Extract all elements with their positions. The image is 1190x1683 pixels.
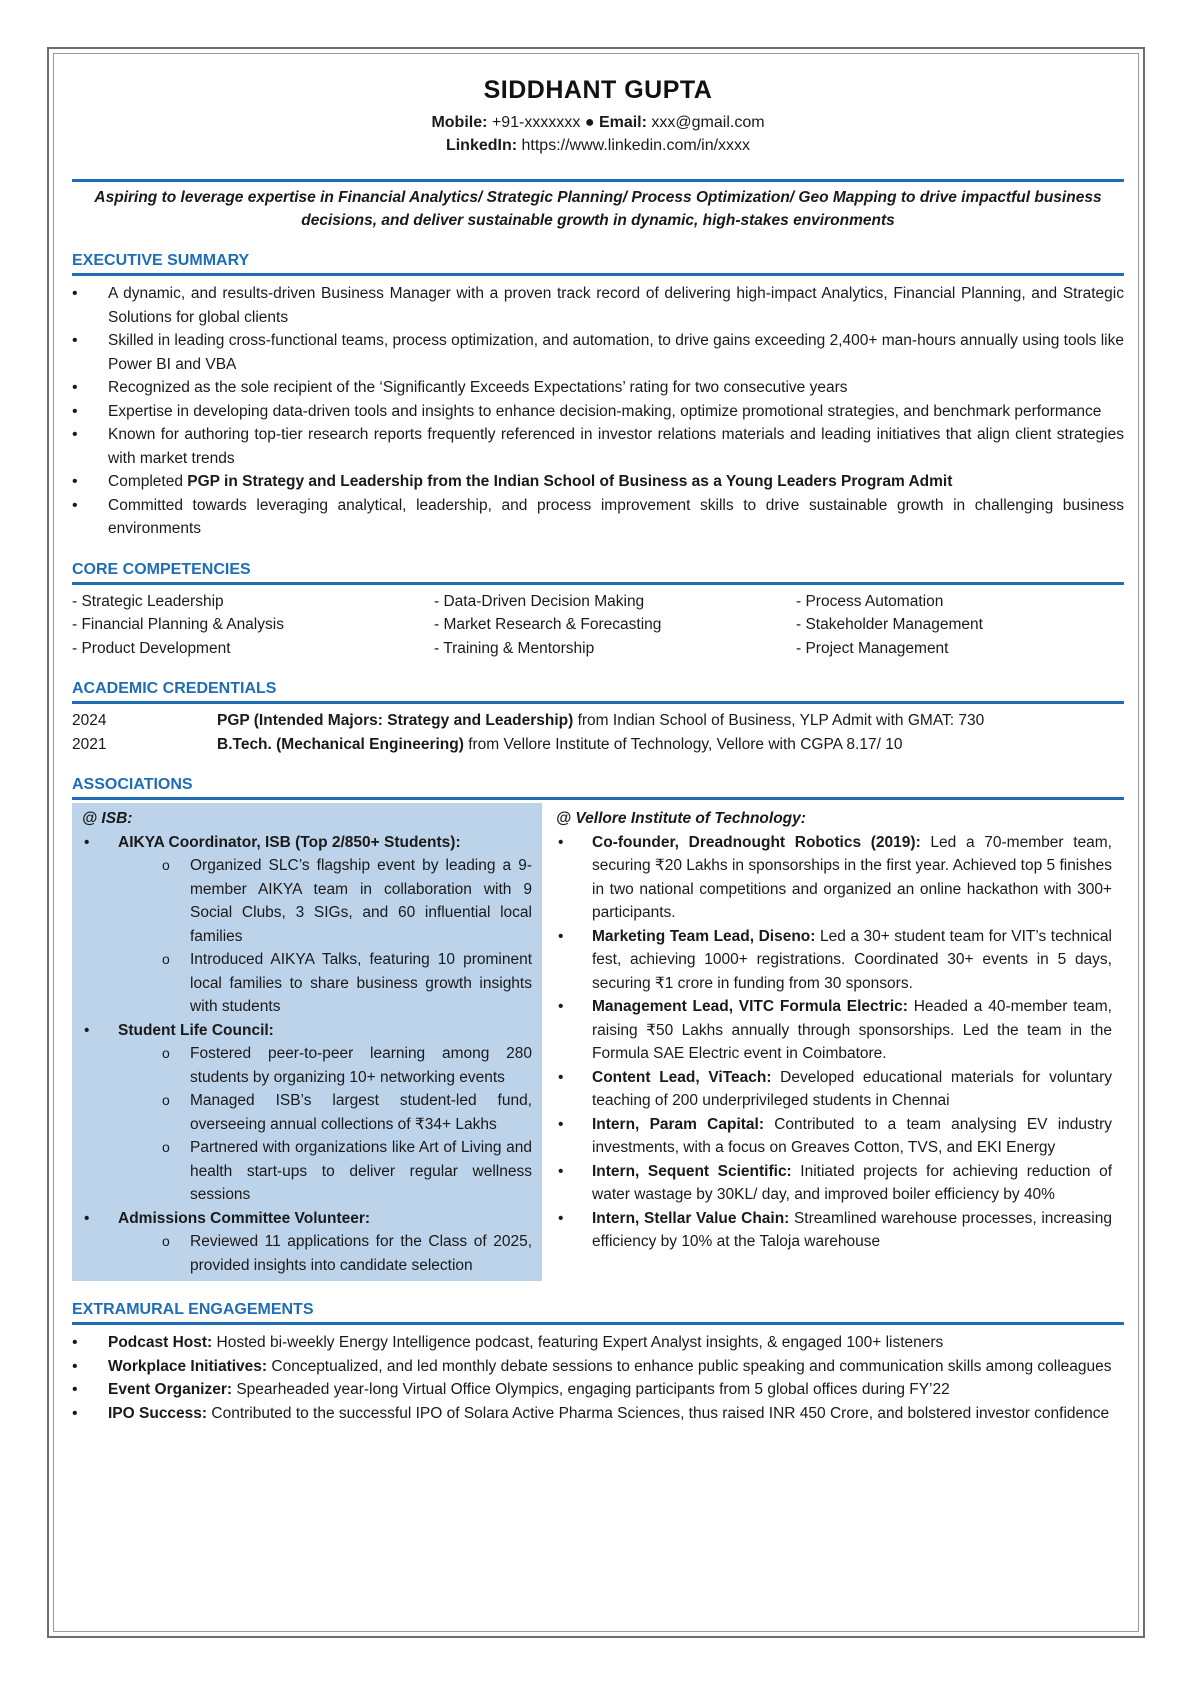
association-role — [82, 1019, 532, 1043]
role-text: Developed educational materials for voluntary teaching of 200 underprivileged students in Chennai — [592, 1068, 1112, 1109]
role-title: Event Organizer: — [108, 1381, 233, 1398]
competency-item: - Financial Planning & Analysis — [72, 616, 284, 633]
academic-detail: from Vellore Institute of Technology, Vellore with CGPA 8.17/ 10 — [463, 735, 903, 753]
list-item — [72, 1378, 1124, 1402]
list-item: • Recognized as the sole recipient of the ‘Significantly Exceeds Expectations’ rating for two consecutive years — [72, 376, 1124, 400]
list-item: • Skilled in leading cross-functional teams, process optimization, and automation, to drive gains exceeding 2,400+ man-hours annually using tools like Power BI and VBA — [72, 329, 1124, 376]
resume-header — [72, 76, 1124, 157]
header-divider — [72, 179, 1124, 182]
email-label: Email: — [598, 114, 647, 131]
list-item: • Known for authoring top-tier research reports frequently referenced in investor relations materials and leading initiatives that align client strategies with market trends — [72, 423, 1124, 470]
role-title: IPO Success: — [108, 1404, 208, 1422]
competency-item: - Strategic Leadership — [72, 592, 224, 610]
executive-summary-list — [72, 282, 1124, 541]
academic-list — [72, 709, 1124, 756]
role-title: AIKYA Coordinator, ISB (Top 2/850+ Students): — [118, 833, 461, 851]
tagline: Aspiring to leverage expertise in Financial Analytics/ Strategic Planning/ Process Optimization/ Geo Mapping to drive impactful business decisions, and deliver sustainable growth in dynamic, high-stakes environments — [94, 189, 1102, 229]
contact-line — [72, 111, 1124, 134]
candidate-name: SIDDHANT GUPTA — [483, 76, 713, 104]
association-item — [556, 1160, 1112, 1207]
role-title: Marketing Team Lead, Diseno: — [592, 927, 816, 945]
sub-item: o Organized SLC’s flagship event by leading a 9-member AIKYA team in collaboration with 9 Social Clubs, 3 SIGs, and 60 influential local families — [82, 854, 532, 948]
mobile-number: +91-xxxxxxx — [491, 114, 581, 131]
associations-vit — [542, 803, 1124, 1281]
competency-item: - Data-Driven Decision Making — [434, 592, 645, 610]
sub-item: o Partnered with organizations like Art of Living and health start-ups to deliver regular wellness sessions — [82, 1136, 532, 1207]
section-title-core-competencies: CORE COMPETENCIES — [72, 561, 1124, 585]
role-text: Hosted bi-weekly Energy Intelligence podcast, featuring Expert Analyst insights, & engaged 100+ listeners — [212, 1334, 944, 1351]
academic-detail: from Indian School of Business, YLP Admit with GMAT: 730 — [573, 712, 985, 729]
isb-heading: @ ISB: — [82, 810, 133, 827]
role-text: Contributed to the successful IPO of Solara Active Pharma Sciences, thus raised INR 450 Crore, and bolstered investor confidence — [207, 1404, 1110, 1422]
extramural-list — [72, 1331, 1124, 1425]
association-item — [556, 1207, 1112, 1254]
role-text: Initiated projects for achieving reduction of water wastage by 30KL/ day, and improved boiler efficiency by 40% — [592, 1162, 1112, 1203]
section-title-academic: ACADEMIC CREDENTIALS — [72, 680, 1124, 704]
role-text: Led a 70-member team, securing ₹20 Lakhs in sponsorships in the first year. Achieved top 5 finishes in two national competitions and organized an online hackathon with 300+ participants. — [592, 833, 1112, 921]
association-item — [556, 831, 1112, 925]
role-text: Contributed to a team analysing EV industry investments, with a focus on Greaves Cotton, TVS, and EKI Energy — [592, 1115, 1112, 1156]
list-item — [72, 1355, 1124, 1379]
role-title: Intern, Sequent Scientific: — [592, 1162, 792, 1180]
role-text: Streamlined warehouse processes, increasing efficiency by 10% at the Taloja warehouse — [592, 1209, 1112, 1250]
academic-year: 2024 — [72, 712, 107, 729]
sub-item: o Introduced AIKYA Talks, featuring 10 prominent local families to share business growth insights with students — [82, 948, 532, 1019]
list-item — [72, 470, 1124, 494]
competency-item: - Project Management — [796, 639, 949, 657]
section-title-associations: ASSOCIATIONS — [72, 776, 1124, 800]
list-item: • A dynamic, and results-driven Business Manager with a proven track record of delivering high-impact Analytics, Financial Planning, and Strategic Solutions for global clients — [72, 282, 1124, 329]
associations-isb — [72, 803, 542, 1281]
role-title: Intern, Stellar Value Chain: — [592, 1209, 790, 1227]
list-item: • Committed towards leveraging analytical, leadership, and process improvement skills to drive sustainable growth in challenging business environments — [72, 494, 1124, 541]
association-item — [556, 1113, 1112, 1160]
competency-item: - Product Development — [72, 639, 231, 657]
role-title: Podcast Host: — [108, 1334, 213, 1351]
role-text: Spearheaded year-long Virtual Office Olympics, engaging participants from 5 global offices during FY’22 — [232, 1381, 950, 1398]
competency-item: - Training & Mentorship — [434, 639, 595, 657]
academic-year: 2021 — [72, 735, 107, 753]
associations-columns — [72, 803, 1124, 1281]
association-item — [556, 1066, 1112, 1113]
competencies-grid — [72, 590, 1124, 661]
section-title-extramural: EXTRAMURAL ENGAGEMENTS — [72, 1301, 1124, 1325]
linkedin-label: LinkedIn: — [445, 137, 518, 154]
list-item — [72, 1331, 1124, 1355]
role-title: Management Lead, VITC Formula Electric: — [592, 998, 908, 1015]
pgp-prefix: Completed — [108, 473, 188, 490]
list-item — [72, 1402, 1124, 1426]
linkedin-line — [72, 134, 1124, 157]
academic-row — [72, 733, 1124, 757]
competency-item: - Market Research & Forecasting — [434, 616, 662, 633]
email-address[interactable]: xxx@gmail.com — [651, 114, 765, 131]
list-item: • Expertise in developing data-driven tools and insights to enhance decision-making, optimize promotional strategies, and benchmark performance — [72, 400, 1124, 424]
sub-item: o Reviewed 11 applications for the Class of 2025, provided insights into candidate selection — [82, 1230, 532, 1277]
role-title: Intern, Param Capital: — [592, 1115, 764, 1133]
mobile-label: Mobile: — [431, 114, 488, 131]
pgp-highlight: PGP in Strategy and Leadership from the Indian School of Business as a Young Leaders Program Admit — [187, 473, 953, 490]
association-item — [556, 925, 1112, 996]
role-text: Led a 30+ student team for VIT’s technical fest, achieving 1000+ registrations. Coordinated 30+ events in 5 days, securing ₹1 crore in funding from 30 sponsors. — [592, 927, 1112, 992]
sub-item: o Fostered peer-to-peer learning among 280 students by organizing 10+ networking events — [82, 1042, 532, 1089]
role-title: Co-founder, Dreadnought Robotics (2019): — [592, 833, 921, 851]
association-role — [82, 831, 532, 855]
role-text: Conceptualized, and led monthly debate sessions to enhance public speaking and communication skills among colleagues — [267, 1357, 1112, 1375]
association-role — [82, 1207, 532, 1231]
competency-item: - Process Automation — [796, 592, 944, 610]
academic-degree: B.Tech. (Mechanical Engineering) — [217, 735, 464, 753]
section-title-executive-summary: EXECUTIVE SUMMARY — [72, 252, 1124, 276]
academic-row — [72, 709, 1124, 733]
sub-item: o Managed ISB’s largest student-led fund, overseeing annual collections of ₹34+ Lakhs — [82, 1089, 532, 1136]
resume-page — [72, 72, 1124, 1425]
role-title: Workplace Initiatives: — [108, 1357, 268, 1375]
role-title: Admissions Committee Volunteer: — [118, 1209, 371, 1227]
vit-heading: @ Vellore Institute of Technology: — [556, 810, 806, 827]
separator-dot: ● — [584, 114, 595, 131]
linkedin-url[interactable]: https://www.linkedin.com/in/xxxx — [521, 137, 751, 154]
role-title: Student Life Council: — [118, 1021, 274, 1039]
academic-degree: PGP (Intended Majors: Strategy and Leadership) — [217, 712, 574, 729]
association-item — [556, 995, 1112, 1066]
role-title: Content Lead, ViTeach: — [592, 1068, 772, 1086]
competency-item: - Stakeholder Management — [796, 616, 983, 633]
role-text: Headed a 40-member team, raising ₹50 Lakhs annually through sponsorships. Led the team in the Formula SAE Electric event in Coimbatore. — [592, 998, 1112, 1062]
